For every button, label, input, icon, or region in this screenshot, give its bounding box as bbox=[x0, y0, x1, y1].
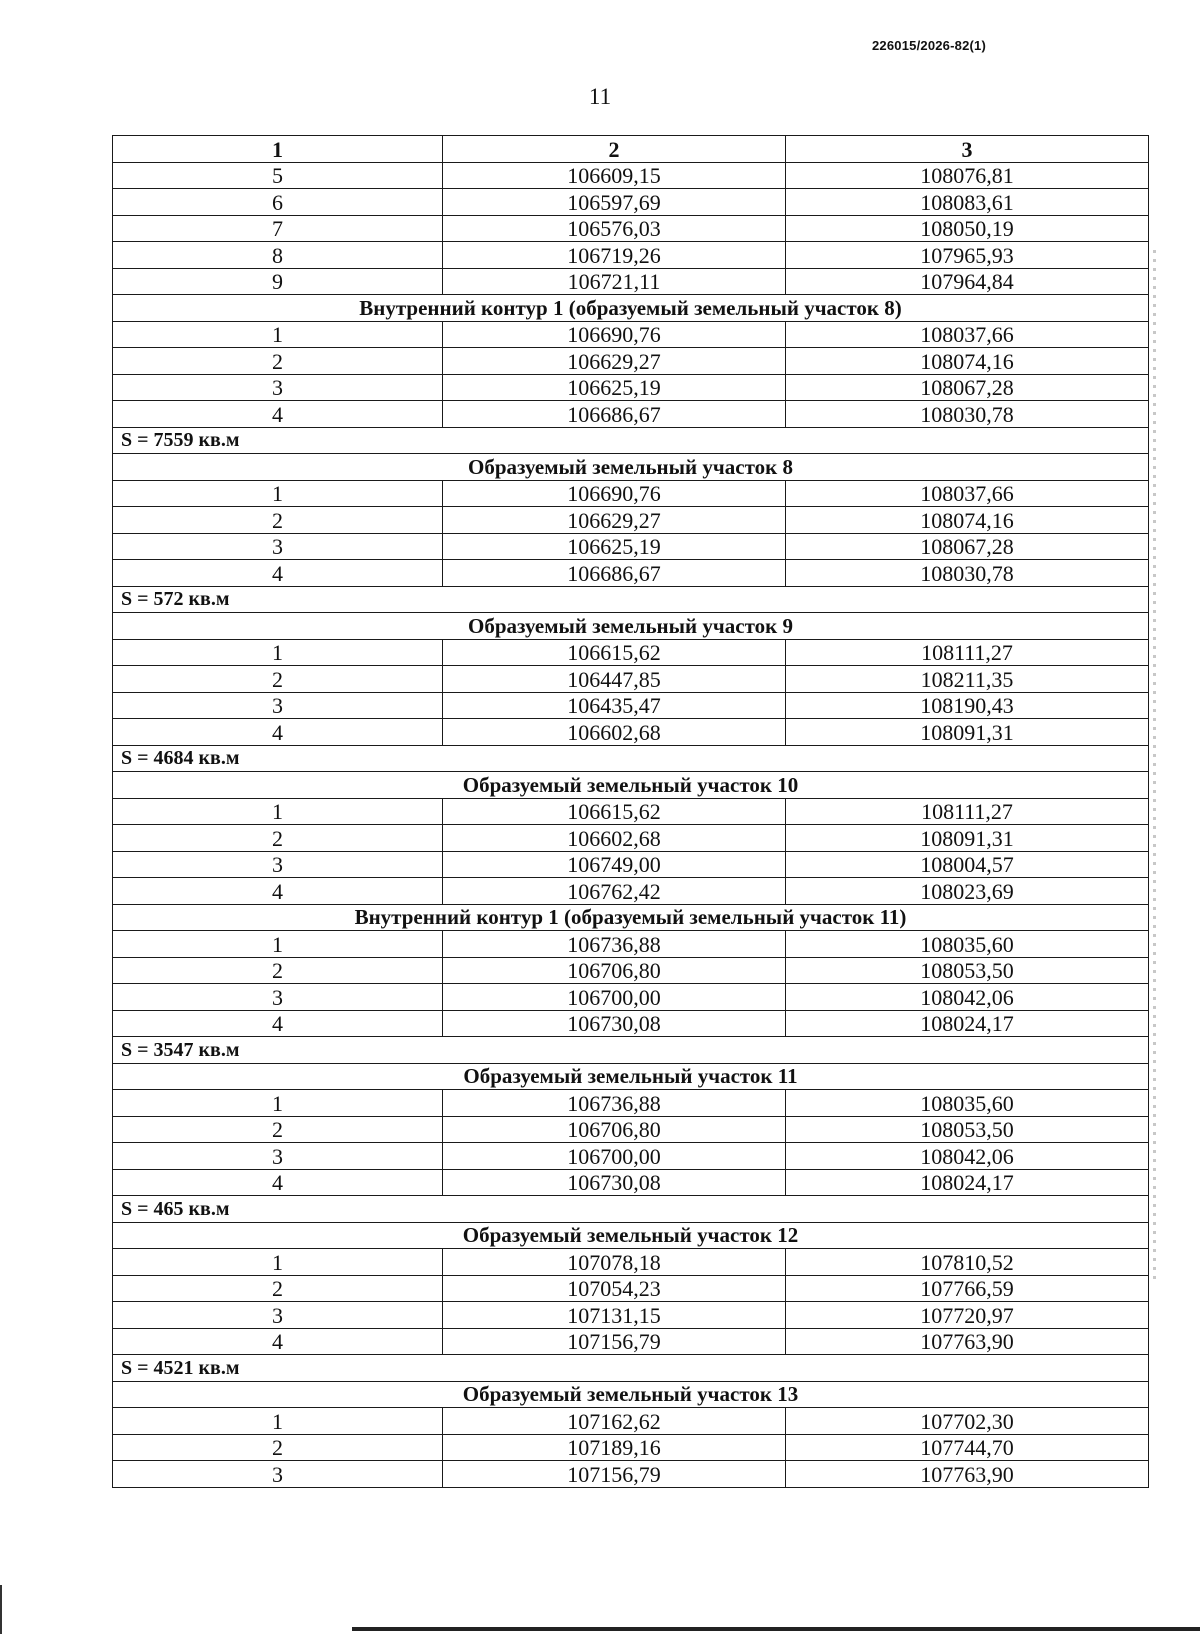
cell-y-coordinate: 107720,97 bbox=[786, 1302, 1149, 1329]
section-header-row bbox=[113, 1063, 1149, 1090]
cell-y-coordinate: 108030,78 bbox=[786, 560, 1149, 587]
cell-y-coordinate: 108067,28 bbox=[786, 374, 1149, 401]
table-row bbox=[113, 1116, 1149, 1143]
table-row bbox=[113, 957, 1149, 984]
cell-x-coordinate: 106625,19 bbox=[443, 374, 786, 401]
cell-point-number: 2 bbox=[113, 348, 443, 375]
area-value: S = 7559 кв.м bbox=[113, 427, 1149, 454]
cell-point-number: 9 bbox=[113, 268, 443, 295]
cell-point-number: 4 bbox=[113, 878, 443, 905]
cell-x-coordinate: 107162,62 bbox=[443, 1408, 786, 1435]
cell-y-coordinate: 107702,30 bbox=[786, 1408, 1149, 1435]
cell-x-coordinate: 106686,67 bbox=[443, 401, 786, 428]
area-value: S = 465 кв.м bbox=[113, 1196, 1149, 1223]
cell-y-coordinate: 108035,60 bbox=[786, 1090, 1149, 1117]
cell-x-coordinate: 106736,88 bbox=[443, 1090, 786, 1117]
cell-x-coordinate: 106609,15 bbox=[443, 162, 786, 189]
table-row bbox=[113, 480, 1149, 507]
table-row bbox=[113, 1408, 1149, 1435]
section-title: Образуемый земельный участок 9 bbox=[113, 613, 1149, 640]
cell-y-coordinate: 108091,31 bbox=[786, 719, 1149, 746]
table-row bbox=[113, 401, 1149, 428]
cell-point-number: 4 bbox=[113, 1010, 443, 1037]
table-row bbox=[113, 189, 1149, 216]
cell-y-coordinate: 107763,90 bbox=[786, 1328, 1149, 1355]
table-header-row bbox=[113, 136, 1149, 163]
cell-x-coordinate: 106749,00 bbox=[443, 851, 786, 878]
cell-y-coordinate: 108042,06 bbox=[786, 1143, 1149, 1170]
cell-x-coordinate: 106615,62 bbox=[443, 798, 786, 825]
section-header-row bbox=[113, 1222, 1149, 1249]
cell-y-coordinate: 108074,16 bbox=[786, 507, 1149, 534]
cell-y-coordinate: 108035,60 bbox=[786, 931, 1149, 958]
table-row bbox=[113, 851, 1149, 878]
cell-point-number: 3 bbox=[113, 1302, 443, 1329]
column-header-point: 1 bbox=[113, 136, 443, 163]
column-header-y: 3 bbox=[786, 136, 1149, 163]
cell-y-coordinate: 108053,50 bbox=[786, 1116, 1149, 1143]
table-row bbox=[113, 162, 1149, 189]
table-row bbox=[113, 1010, 1149, 1037]
cell-y-coordinate: 107744,70 bbox=[786, 1434, 1149, 1461]
section-header-row bbox=[113, 772, 1149, 799]
cell-y-coordinate: 108030,78 bbox=[786, 401, 1149, 428]
cell-point-number: 3 bbox=[113, 692, 443, 719]
cell-point-number: 5 bbox=[113, 162, 443, 189]
cell-y-coordinate: 107766,59 bbox=[786, 1275, 1149, 1302]
area-row bbox=[113, 427, 1149, 454]
cell-y-coordinate: 108053,50 bbox=[786, 957, 1149, 984]
cell-x-coordinate: 106629,27 bbox=[443, 507, 786, 534]
cell-x-coordinate: 106597,69 bbox=[443, 189, 786, 216]
cell-y-coordinate: 108076,81 bbox=[786, 162, 1149, 189]
section-title: Образуемый земельный участок 11 bbox=[113, 1063, 1149, 1090]
cell-y-coordinate: 108091,31 bbox=[786, 825, 1149, 852]
table-row bbox=[113, 931, 1149, 958]
cell-x-coordinate: 107078,18 bbox=[443, 1249, 786, 1276]
section-title: Образуемый земельный участок 13 bbox=[113, 1381, 1149, 1408]
section-header-row bbox=[113, 454, 1149, 481]
cell-x-coordinate: 106435,47 bbox=[443, 692, 786, 719]
table-row bbox=[113, 348, 1149, 375]
table-row bbox=[113, 268, 1149, 295]
cell-point-number: 6 bbox=[113, 189, 443, 216]
table-row bbox=[113, 1461, 1149, 1488]
section-title: Образуемый земельный участок 12 bbox=[113, 1222, 1149, 1249]
cell-point-number: 1 bbox=[113, 1408, 443, 1435]
cell-y-coordinate: 107810,52 bbox=[786, 1249, 1149, 1276]
cell-x-coordinate: 106700,00 bbox=[443, 984, 786, 1011]
area-row bbox=[113, 745, 1149, 772]
cell-point-number: 1 bbox=[113, 1249, 443, 1276]
section-header-row bbox=[113, 295, 1149, 322]
table-row bbox=[113, 215, 1149, 242]
table-row bbox=[113, 560, 1149, 587]
table-row bbox=[113, 1169, 1149, 1196]
page-number: 11 bbox=[588, 84, 612, 109]
cell-y-coordinate: 108067,28 bbox=[786, 533, 1149, 560]
table-row bbox=[113, 666, 1149, 693]
area-value: S = 4684 кв.м bbox=[113, 745, 1149, 772]
cell-point-number: 2 bbox=[113, 825, 443, 852]
cell-y-coordinate: 108083,61 bbox=[786, 189, 1149, 216]
cell-x-coordinate: 107156,79 bbox=[443, 1461, 786, 1488]
table-row bbox=[113, 1434, 1149, 1461]
cell-point-number: 4 bbox=[113, 719, 443, 746]
column-header-x: 2 bbox=[443, 136, 786, 163]
cell-y-coordinate: 108037,66 bbox=[786, 321, 1149, 348]
cell-point-number: 3 bbox=[113, 374, 443, 401]
table-row bbox=[113, 1275, 1149, 1302]
bottom-rule bbox=[352, 1627, 1200, 1631]
table-row bbox=[113, 719, 1149, 746]
table-row bbox=[113, 1090, 1149, 1117]
cell-x-coordinate: 106690,76 bbox=[443, 321, 786, 348]
table-row bbox=[113, 1143, 1149, 1170]
cell-y-coordinate: 108037,66 bbox=[786, 480, 1149, 507]
cell-point-number: 3 bbox=[113, 851, 443, 878]
cell-point-number: 1 bbox=[113, 480, 443, 507]
cell-y-coordinate: 108111,27 bbox=[786, 639, 1149, 666]
section-header-row bbox=[113, 904, 1149, 931]
cell-y-coordinate: 108024,17 bbox=[786, 1010, 1149, 1037]
table-row bbox=[113, 798, 1149, 825]
cell-y-coordinate: 108111,27 bbox=[786, 798, 1149, 825]
cell-x-coordinate: 106719,26 bbox=[443, 242, 786, 269]
section-title: Внутренний контур 1 (образуемый земельный участок 8) bbox=[113, 295, 1149, 322]
scan-edge-strip bbox=[1153, 250, 1156, 1280]
cell-x-coordinate: 106602,68 bbox=[443, 719, 786, 746]
table-row bbox=[113, 374, 1149, 401]
table-row bbox=[113, 984, 1149, 1011]
table-row bbox=[113, 507, 1149, 534]
table-row bbox=[113, 639, 1149, 666]
cell-point-number: 2 bbox=[113, 957, 443, 984]
cell-point-number: 3 bbox=[113, 984, 443, 1011]
cell-x-coordinate: 106690,76 bbox=[443, 480, 786, 507]
table-row bbox=[113, 1249, 1149, 1276]
area-row bbox=[113, 1196, 1149, 1223]
table-row bbox=[113, 1302, 1149, 1329]
section-title: Образуемый земельный участок 10 bbox=[113, 772, 1149, 799]
cell-x-coordinate: 107156,79 bbox=[443, 1328, 786, 1355]
table-row bbox=[113, 1328, 1149, 1355]
cell-point-number: 4 bbox=[113, 560, 443, 587]
cell-x-coordinate: 106762,42 bbox=[443, 878, 786, 905]
area-row bbox=[113, 1355, 1149, 1382]
table-row bbox=[113, 321, 1149, 348]
cell-point-number: 8 bbox=[113, 242, 443, 269]
cell-x-coordinate: 107189,16 bbox=[443, 1434, 786, 1461]
cell-point-number: 1 bbox=[113, 798, 443, 825]
cell-y-coordinate: 108023,69 bbox=[786, 878, 1149, 905]
cell-point-number: 1 bbox=[113, 931, 443, 958]
cell-x-coordinate: 106447,85 bbox=[443, 666, 786, 693]
cell-x-coordinate: 106625,19 bbox=[443, 533, 786, 560]
cell-y-coordinate: 107763,90 bbox=[786, 1461, 1149, 1488]
cell-point-number: 2 bbox=[113, 666, 443, 693]
cell-x-coordinate: 106602,68 bbox=[443, 825, 786, 852]
cell-point-number: 2 bbox=[113, 1434, 443, 1461]
cell-y-coordinate: 108042,06 bbox=[786, 984, 1149, 1011]
cell-point-number: 3 bbox=[113, 533, 443, 560]
table-row bbox=[113, 878, 1149, 905]
section-title: Внутренний контур 1 (образуемый земельный участок 11) bbox=[113, 904, 1149, 931]
cell-x-coordinate: 106686,67 bbox=[443, 560, 786, 587]
cell-x-coordinate: 106615,62 bbox=[443, 639, 786, 666]
area-row bbox=[113, 586, 1149, 613]
table-body bbox=[113, 162, 1149, 1487]
cell-point-number: 4 bbox=[113, 401, 443, 428]
cell-y-coordinate: 108050,19 bbox=[786, 215, 1149, 242]
cell-x-coordinate: 106736,88 bbox=[443, 931, 786, 958]
cell-y-coordinate: 108024,17 bbox=[786, 1169, 1149, 1196]
scan-edge-mark bbox=[0, 1585, 2, 1634]
cell-x-coordinate: 106730,08 bbox=[443, 1169, 786, 1196]
area-value: S = 3547 кв.м bbox=[113, 1037, 1149, 1064]
coordinates-table bbox=[112, 135, 1149, 1488]
table-row bbox=[113, 533, 1149, 560]
cell-y-coordinate: 107965,93 bbox=[786, 242, 1149, 269]
cell-y-coordinate: 108074,16 bbox=[786, 348, 1149, 375]
cell-point-number: 7 bbox=[113, 215, 443, 242]
cell-x-coordinate: 106706,80 bbox=[443, 957, 786, 984]
cell-x-coordinate: 106629,27 bbox=[443, 348, 786, 375]
cell-point-number: 4 bbox=[113, 1328, 443, 1355]
cell-y-coordinate: 108004,57 bbox=[786, 851, 1149, 878]
cell-point-number: 3 bbox=[113, 1461, 443, 1488]
table-row bbox=[113, 242, 1149, 269]
coordinates-table-container bbox=[112, 135, 1148, 1488]
cell-point-number: 1 bbox=[113, 321, 443, 348]
cell-x-coordinate: 106700,00 bbox=[443, 1143, 786, 1170]
cell-x-coordinate: 106730,08 bbox=[443, 1010, 786, 1037]
section-header-row bbox=[113, 1381, 1149, 1408]
cell-point-number: 4 bbox=[113, 1169, 443, 1196]
cell-x-coordinate: 107131,15 bbox=[443, 1302, 786, 1329]
cell-point-number: 2 bbox=[113, 507, 443, 534]
cell-x-coordinate: 107054,23 bbox=[443, 1275, 786, 1302]
cell-y-coordinate: 107964,84 bbox=[786, 268, 1149, 295]
document-number: 226015/2026-82(1) bbox=[872, 38, 986, 53]
area-value: S = 572 кв.м bbox=[113, 586, 1149, 613]
table-row bbox=[113, 825, 1149, 852]
area-row bbox=[113, 1037, 1149, 1064]
cell-x-coordinate: 106576,03 bbox=[443, 215, 786, 242]
cell-point-number: 1 bbox=[113, 1090, 443, 1117]
cell-point-number: 3 bbox=[113, 1143, 443, 1170]
cell-point-number: 2 bbox=[113, 1116, 443, 1143]
table-row bbox=[113, 692, 1149, 719]
area-value: S = 4521 кв.м bbox=[113, 1355, 1149, 1382]
section-title: Образуемый земельный участок 8 bbox=[113, 454, 1149, 481]
cell-point-number: 1 bbox=[113, 639, 443, 666]
cell-y-coordinate: 108211,35 bbox=[786, 666, 1149, 693]
section-header-row bbox=[113, 613, 1149, 640]
cell-x-coordinate: 106721,11 bbox=[443, 268, 786, 295]
cell-x-coordinate: 106706,80 bbox=[443, 1116, 786, 1143]
cell-y-coordinate: 108190,43 bbox=[786, 692, 1149, 719]
cell-point-number: 2 bbox=[113, 1275, 443, 1302]
